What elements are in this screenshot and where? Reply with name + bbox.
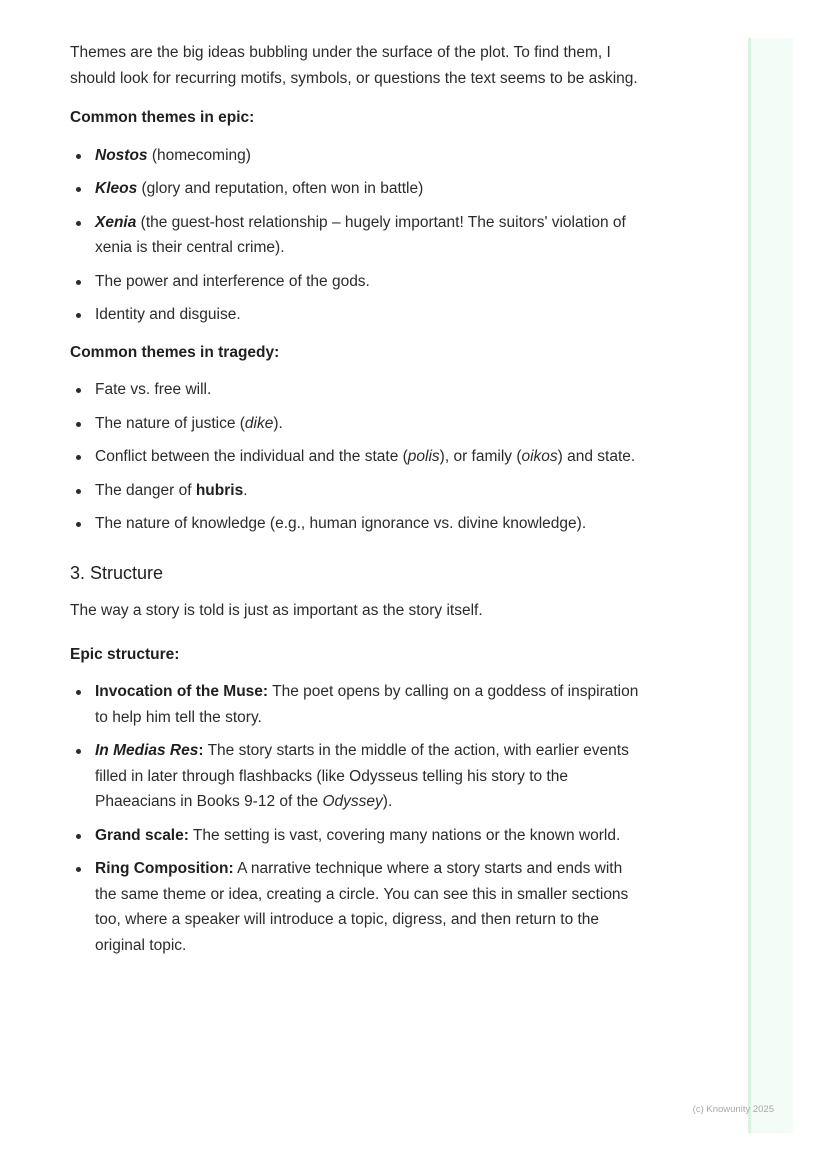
list-item: Grand scale: The setting is vast, covering many nations or the known world. bbox=[70, 823, 640, 849]
intro-paragraph: Themes are the big ideas bubbling under the surface of the plot. To find them, I should look for recurring motifs, symbols, or questions the text seems to be asking. bbox=[70, 44, 638, 87]
list-item: Xenia (the guest-host relationship – hugely important! The suitors' violation of xenia is their central crime). bbox=[70, 210, 640, 261]
list-item: The danger of hubris. bbox=[70, 478, 640, 504]
list-item: Conflict between the individual and the state (polis), or family (oikos) and state. bbox=[70, 444, 640, 470]
epic-structure-list bbox=[70, 679, 640, 958]
structure-section-title: 3. Structure bbox=[70, 562, 164, 583]
list-item: Invocation of the Muse: The poet opens by calling on a goddess of inspiration to help him tell the story. bbox=[70, 679, 640, 730]
document-body bbox=[70, 40, 640, 970]
right-margin-bar bbox=[748, 38, 793, 1133]
list-item: Nostos (homecoming) bbox=[70, 143, 640, 169]
list-item: The nature of knowledge (e.g., human ignorance vs. divine knowledge). bbox=[70, 511, 640, 537]
list-item: The power and interference of the gods. bbox=[70, 269, 640, 295]
list-item: Fate vs. free will. bbox=[70, 377, 640, 403]
tragedy-themes-list bbox=[70, 377, 640, 537]
structure-intro: The way a story is told is just as important as the story itself. bbox=[70, 602, 483, 619]
list-item: In Medias Res: The story starts in the middle of the action, with earlier events filled in later through flashbacks (like Odysseus telling his story to the Phaeacians in Books 9-12 of the Odyssey). bbox=[70, 738, 640, 815]
epic-themes-list bbox=[70, 143, 640, 328]
list-item: The nature of justice (dike). bbox=[70, 411, 640, 437]
list-item: Identity and disguise. bbox=[70, 302, 640, 328]
epic-structure-heading: Epic structure: bbox=[70, 645, 180, 663]
tragedy-themes-heading: Common themes in tragedy: bbox=[70, 343, 280, 361]
list-item: Kleos (glory and reputation, often won in battle) bbox=[70, 176, 640, 202]
copyright-footer: (c) Knowunity 2025 bbox=[692, 1104, 774, 1115]
epic-themes-heading: Common themes in epic: bbox=[70, 109, 255, 126]
list-item: Ring Composition: A narrative technique where a story starts and ends with the same theme or idea, creating a circle. You can see this in smaller sections too, where a speaker will introduce a topic, digress, and then return to the original topic. bbox=[70, 856, 640, 958]
